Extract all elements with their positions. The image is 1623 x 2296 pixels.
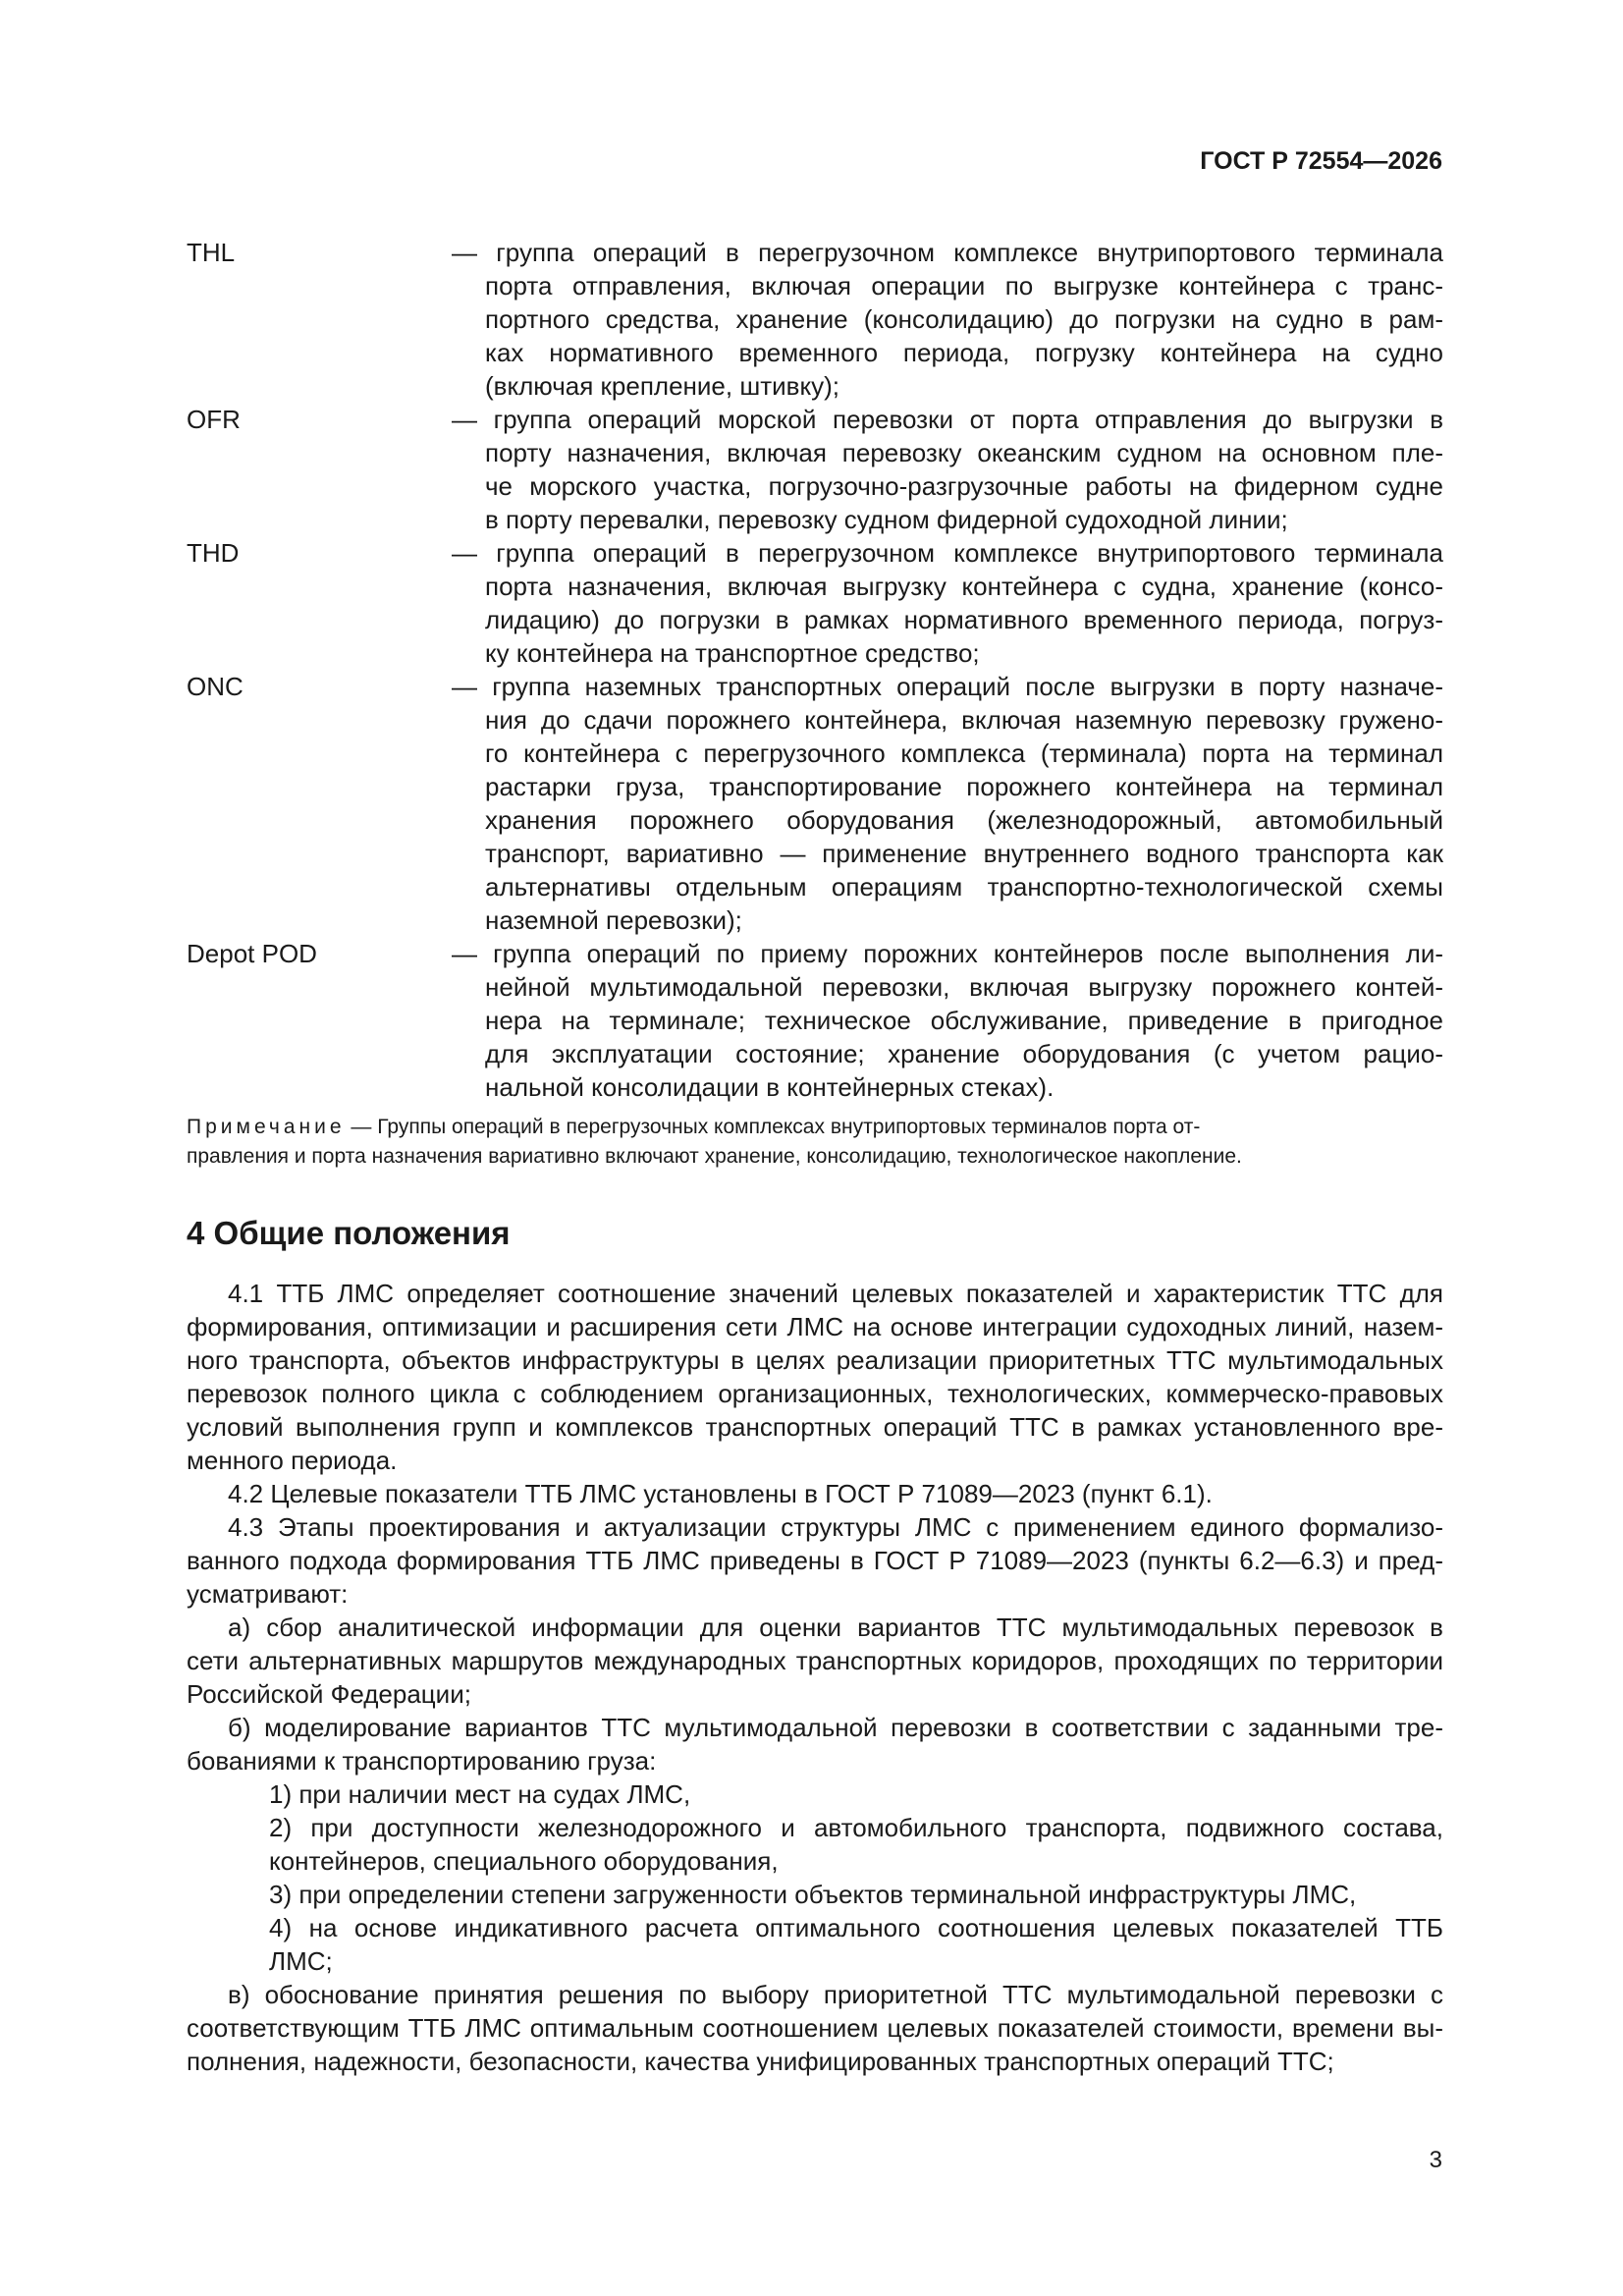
- definition-line: (включая крепление, штивку);: [485, 371, 839, 401]
- definition-line: нальной консолидации в контейнерных стеках).: [485, 1072, 1055, 1102]
- definition-line: для эксплуатации состояние; хранение оборудования (с учетом рацио-: [485, 1039, 1443, 1068]
- body-line: а) сбор аналитической информации для оценки вариантов ТТС мультимодальных перевозок в: [228, 1613, 1443, 1642]
- body-line: усматривают:: [187, 1579, 349, 1609]
- definition-line: портного средства, хранение (консолидацию) до погрузки на судно в рам-: [485, 304, 1443, 334]
- definition-line: нера на терминале; техническое обслуживание, приведение в пригодное: [485, 1006, 1443, 1035]
- body-line: 4.1 ТТБ ЛМС определяет соотношение значений целевых показателей и характеристик ТТС для: [228, 1279, 1443, 1308]
- body-line: менного периода.: [187, 1446, 398, 1475]
- definition-line: нейной мультимодальной перевозки, включая выгрузку порожнего контей-: [485, 972, 1443, 1002]
- page-number: 3: [1429, 2147, 1442, 2173]
- body-line: 4.3 Этапы проектирования и актуализации структуры ЛМС с применением единого формализо-: [228, 1512, 1443, 1542]
- definition-term: Depot POD: [187, 939, 317, 968]
- body-line: ванного подхода формирования ТТБ ЛМС приведены в ГОСТ Р 71089—2023 (пункты 6.2—6.3) и пред-: [187, 1546, 1443, 1575]
- body-line: сети альтернативных маршрутов международных транспортных коридоров, проходящих по территории: [187, 1646, 1443, 1675]
- note: [187, 1113, 1443, 1172]
- definition-description: [452, 403, 1443, 536]
- body-line: 4) на основе индикативного расчета оптимального соотношения целевых показателей ТТБ: [269, 1913, 1443, 1942]
- definition-line: альтернативы отдельным операциям транспортно-технологической схемы: [485, 872, 1443, 902]
- definition-line: — группа операций в перегрузочном комплексе внутрипортового терминала: [452, 238, 1443, 267]
- definition-description: [452, 937, 1443, 1104]
- definition-line: — группа операций по приему порожних контейнеров после выполнения ли-: [452, 939, 1443, 968]
- definition-line: в порту перевалки, перевозку судном фидерной судоходной линии;: [485, 505, 1288, 534]
- document-code: ГОСТ Р 72554—2026: [1200, 147, 1442, 175]
- definition-description: [452, 670, 1443, 937]
- definition-term: OFR: [187, 405, 241, 434]
- body-line: в) обоснование принятия решения по выбору приоритетной ТТС мультимодальной перевозки с: [228, 1980, 1443, 2009]
- body-line: 3) при определении степени загруженности объектов терминальной инфраструктуры ЛМС,: [269, 1880, 1357, 1909]
- body-line: ЛМС;: [269, 1946, 333, 1976]
- definition-line: го контейнера с перегрузочного комплекса (терминала) порта на терминал: [485, 738, 1443, 768]
- definition-line: — группа операций морской перевозки от порта отправления до выгрузки в: [452, 405, 1443, 434]
- body-line: 4.2 Целевые показатели ТТБ ЛМС установлены в ГОСТ Р 71089—2023 (пункт 6.1).: [228, 1479, 1213, 1508]
- definition-row: [187, 937, 1443, 1104]
- definition-line: порту назначения, включая перевозку океанским судном на основном пле-: [485, 438, 1443, 467]
- definition-line: че морского участка, погрузочно-разгрузочные работы на фидерном судне: [485, 471, 1443, 501]
- body-line: полнения, надежности, безопасности, качества унифицированных транспортных операций ТТС;: [187, 2047, 1334, 2076]
- section-title: 4 Общие положения: [187, 1215, 511, 1251]
- body-line: перевозок полного цикла с соблюдением организационных, технологических, коммерческо-правовых: [187, 1379, 1443, 1408]
- body-line: Российской Федерации;: [187, 1679, 471, 1709]
- section-body: [187, 1277, 1443, 2078]
- body-line: соответствующим ТТБ ЛМС оптимальным соотношением целевых показателей стоимости, времени вы-: [187, 2013, 1443, 2043]
- definition-description: [452, 236, 1443, 403]
- definition-description: [452, 536, 1443, 670]
- definition-line: ния до сдачи порожнего контейнера, включая наземную перевозку гружено-: [485, 705, 1443, 735]
- note-label: Примечание: [187, 1116, 346, 1138]
- body-line: 1) при наличии мест на судах ЛМС,: [269, 1779, 691, 1809]
- definition-term: ONC: [187, 672, 243, 701]
- body-line: бованиями к транспортированию груза:: [187, 1746, 657, 1776]
- definition-row: [187, 536, 1443, 670]
- definition-row: [187, 403, 1443, 536]
- note-text-line-2: правления и порта назначения вариативно включают хранение, консолидацию, технологическое накопление.: [187, 1145, 1242, 1168]
- body-line: формирования, оптимизации и расширения сети ЛМС на основе интеграции судоходных линий, назем-: [187, 1312, 1443, 1341]
- definition-line: ках нормативного временного периода, погрузку контейнера на судно: [485, 338, 1443, 367]
- body-line: контейнеров, специального оборудования,: [269, 1846, 779, 1876]
- definition-line: наземной перевозки);: [485, 905, 742, 935]
- definition-term: THL: [187, 238, 236, 267]
- definition-line: порта отправления, включая операции по выгрузке контейнера с транс-: [485, 271, 1443, 301]
- body-line: условий выполнения групп и комплексов транспортных операций ТТС в рамках установленного вре-: [187, 1412, 1443, 1442]
- definition-line: ку контейнера на транспортное средство;: [485, 638, 980, 668]
- definition-line: порта назначения, включая выгрузку контейнера с судна, хранение (консо-: [485, 572, 1443, 601]
- definition-row: [187, 236, 1443, 403]
- definition-row: [187, 670, 1443, 937]
- body-line: б) моделирование вариантов ТТС мультимодальной перевозки в соответствии с заданными тре-: [228, 1713, 1443, 1742]
- definition-line: транспорт, вариативно — применение внутреннего водного транспорта как: [485, 839, 1443, 868]
- definition-line: растарки груза, транспортирование порожнего контейнера на терминал: [485, 772, 1443, 801]
- definition-line: хранения порожнего оборудования (железнодорожный, автомобильный: [485, 805, 1443, 835]
- definition-line: лидацию) до погрузки в рамках нормативного временного периода, погруз-: [485, 605, 1443, 634]
- definitions-list: [187, 236, 1443, 1104]
- body-line: ного транспорта, объектов инфраструктуры в целях реализации приоритетных ТТС мультимодальных: [187, 1345, 1443, 1375]
- definition-line: — группа операций в перегрузочном комплексе внутрипортового терминала: [452, 538, 1443, 568]
- definition-term: THD: [187, 538, 240, 568]
- note-text-line-1: — Группы операций в перегрузочных комплексах внутрипортовых терминалов порта от-: [351, 1116, 1201, 1138]
- definition-line: — группа наземных транспортных операций после выгрузки в порту назначе-: [452, 672, 1443, 701]
- body-line: 2) при доступности железнодорожного и автомобильного транспорта, подвижного состава,: [269, 1813, 1443, 1842]
